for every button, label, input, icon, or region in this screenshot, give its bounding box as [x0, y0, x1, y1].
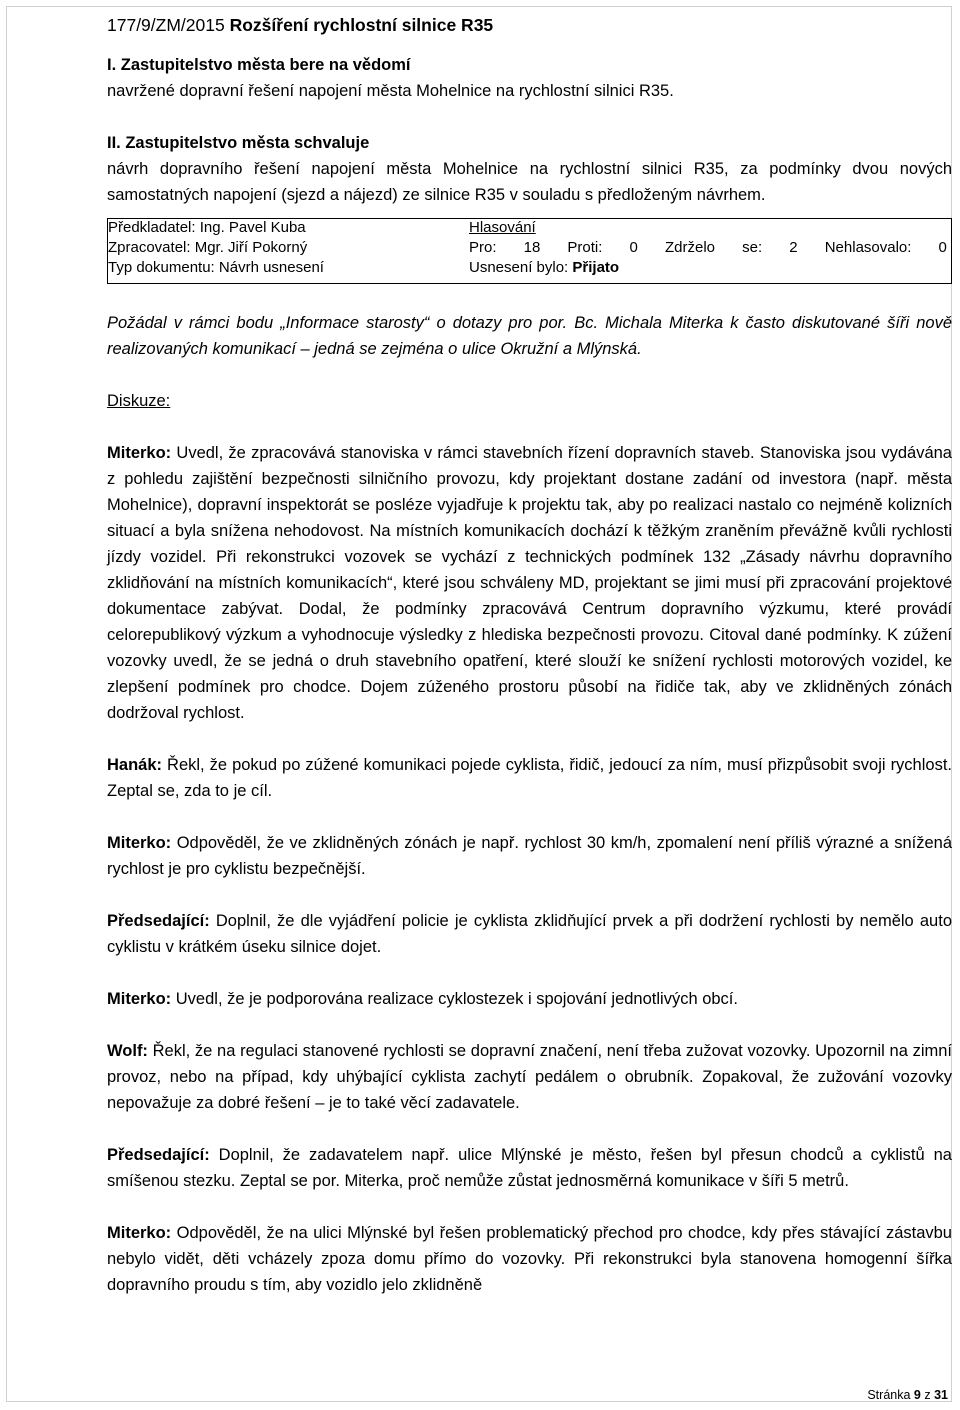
speaker-name: Předsedající: [107, 912, 210, 930]
speaker-name: Wolf: [107, 1042, 148, 1060]
zdrzelo-label: Zdrželo [665, 239, 716, 256]
page-of: z [924, 1388, 931, 1402]
request-paragraph: Požádal v rámci bodu „Informace starosty“ o dotazy pro por. Bc. Michala Miterka k často diskutované šíři nově realizovaných komunikací – jedná se zejména o ulice Okružní a Mlýnská. [107, 314, 952, 358]
speaker-name: Předsedající: [107, 1146, 210, 1164]
vote-counts [469, 238, 947, 258]
speaker-text: Řekl, že na regulaci stanovené rychlosti se dopravní značení, není třeba zužovat vozovky. Upozornil na zimní provoz, nebo na případ, kdy uhýbající cyklista zachytí pedálem o obrubník. Zopakoval, že zužování vozovky nepovažuje za dobré řešení – je to také věcí zadavatele. [107, 1042, 952, 1112]
resolution-result [469, 258, 947, 278]
speaker-text: Doplnil, že dle vyjádření policie je cyklista zklidňující prvek a při dodržení rychlosti by nemělo auto cyklistu v krátkém úseku silnice dojet. [107, 912, 952, 956]
section-1-text: navržené dopravní řešení napojení města Mohelnice na rychlostní silnici R35. [107, 82, 674, 100]
page-footer [867, 1388, 948, 1402]
page-label: Stránka [867, 1388, 911, 1402]
section-2-heading: II. Zastupitelstvo města schvaluje [107, 134, 370, 152]
zdrzelo-value: 2 [789, 239, 798, 256]
se-label: se: [742, 239, 763, 256]
discussion-paragraph [107, 1038, 952, 1116]
speaker-text: Odpověděl, že na ulici Mlýnské byl řešen problematický přechod pro chodce, kdy přes stávající zástavbu nebylo vidět, děti vcházely zpoza domu přímo do vozovky. Při rekonstrukci byla stanovena homogenní šířka dopravního proudu s tím, aby vozidlo jelo zklidněně [107, 1224, 952, 1294]
proti-label: Proti: [567, 239, 603, 256]
speaker-name: Miterko: [107, 990, 172, 1008]
info-box [107, 218, 952, 284]
predkladatel: Předkladatel: Ing. Pavel Kuba [108, 219, 306, 236]
nehlasovalo-value: 0 [938, 239, 947, 256]
speaker-text: Uvedl, že zpracovává stanoviska v rámci stavebních řízení dopravních staveb. Stanoviska jsou vydávána z pohledu zajištění bezpečnosti silničního provozu, kdy projektant dostane zadání od investora (např. města Mohelnice), dopravní inspektorát se posléze vyjadřuje k projektu tak, aby po realizaci nastalo co nejméně kolizních situací a byla snížena nehodovost. Na místních komunikacích dochází k těžkým zraněním převážně kvůli rychlosti jízdy vozidel. Při rekonstrukci vozovek se vychází z technických podmínek 132 „Zásady návrhu dopravního zklidňování na místních komunikacích“, které jsou schváleny MD, projektant se jimi musí při zpracování projektové dokumentace zabývat. Dodal, že podmínky zpracovává Centrum dopravního výzkumu, které provádí celorepublikový výzkum a vyhodnocuje výsledky z hlediska bezpečnosti provozu. Citoval dané podmínky. K zúžení vozovky uvedl, že se jedná o druh stavebního opatření, které slouží ke snížení rychlosti motorových vozidel, ke zlepšení podmínek pro chodce. Dojem zúženého prostoru působí na řidiče tak, aby ve zklidněných zónách dodržoval rychlost. [107, 444, 952, 722]
voting-heading: Hlasování [469, 219, 536, 236]
document-body [107, 12, 952, 1298]
resolution-subject: Rozšíření rychlostní silnice R35 [229, 15, 494, 35]
speaker-name: Hanák: [107, 756, 163, 774]
speaker-name: Miterko: [107, 444, 172, 462]
proti-value: 0 [629, 239, 638, 256]
pro-value: 18 [523, 239, 541, 256]
discussion-label: Diskuze: [107, 392, 171, 410]
result-value: Přijato [572, 259, 620, 276]
page-number: 9 [913, 1388, 921, 1402]
discussion-paragraph [107, 752, 952, 804]
speaker-name: Miterko: [107, 834, 172, 852]
speaker-name: Miterko: [107, 1224, 172, 1242]
nehlasovalo-label: Nehlasovalo: [824, 239, 912, 256]
result-label: Usnesení bylo: [469, 259, 569, 276]
page-total: 31 [934, 1388, 948, 1402]
section-1-heading: I. Zastupitelstvo města bere na vědomí [107, 56, 411, 74]
speaker-text: Doplnil, že zadavatelem např. ulice Mlýnské je město, řešen byl přesun chodců a cyklistů na smíšenou stezku. Zeptal se por. Miterka, proč nemůže zůstat jednosměrná komunikace v šíři 5 metrů. [107, 1146, 952, 1190]
section-2-text: návrh dopravního řešení napojení města Mohelnice na rychlostní silnici R35, za podmínky dvou nových samostatných napojení (sjezd a nájezd) ze silnice R35 v souladu s předloženým návrhem. [107, 160, 952, 204]
discussion-paragraph [107, 440, 952, 726]
resolution-number: 177/9/ZM/2015 [107, 15, 225, 35]
discussion-paragraph [107, 986, 952, 1012]
document-type: Typ dokumentu: Návrh usnesení [108, 259, 324, 276]
discussion-paragraph [107, 1220, 952, 1298]
zpracovatel: Zpracovatel: Mgr. Jiří Pokorný [108, 239, 308, 256]
discussion-paragraph [107, 908, 952, 960]
speaker-text: Řekl, že pokud po zúžené komunikaci pojede cyklista, řidič, jedoucí za ním, musí přizpůsobit svoji rychlost. Zeptal se, zda to je cíl. [107, 756, 952, 800]
info-right-column [469, 218, 947, 278]
discussion-paragraph [107, 1142, 952, 1194]
discussion-paragraph [107, 830, 952, 882]
speaker-text: Odpověděl, že ve zklidněných zónách je např. rychlost 30 km/h, zpomalení není příliš výrazné a snížená rychlost je pro cyklistu bezpečnější. [107, 834, 952, 878]
speaker-text: Uvedl, že je podporována realizace cyklostezek i spojování jednotlivých obcí. [171, 990, 738, 1008]
resolution-title [107, 12, 952, 38]
info-left-column [107, 218, 468, 278]
pro-label: Pro: [469, 239, 497, 256]
